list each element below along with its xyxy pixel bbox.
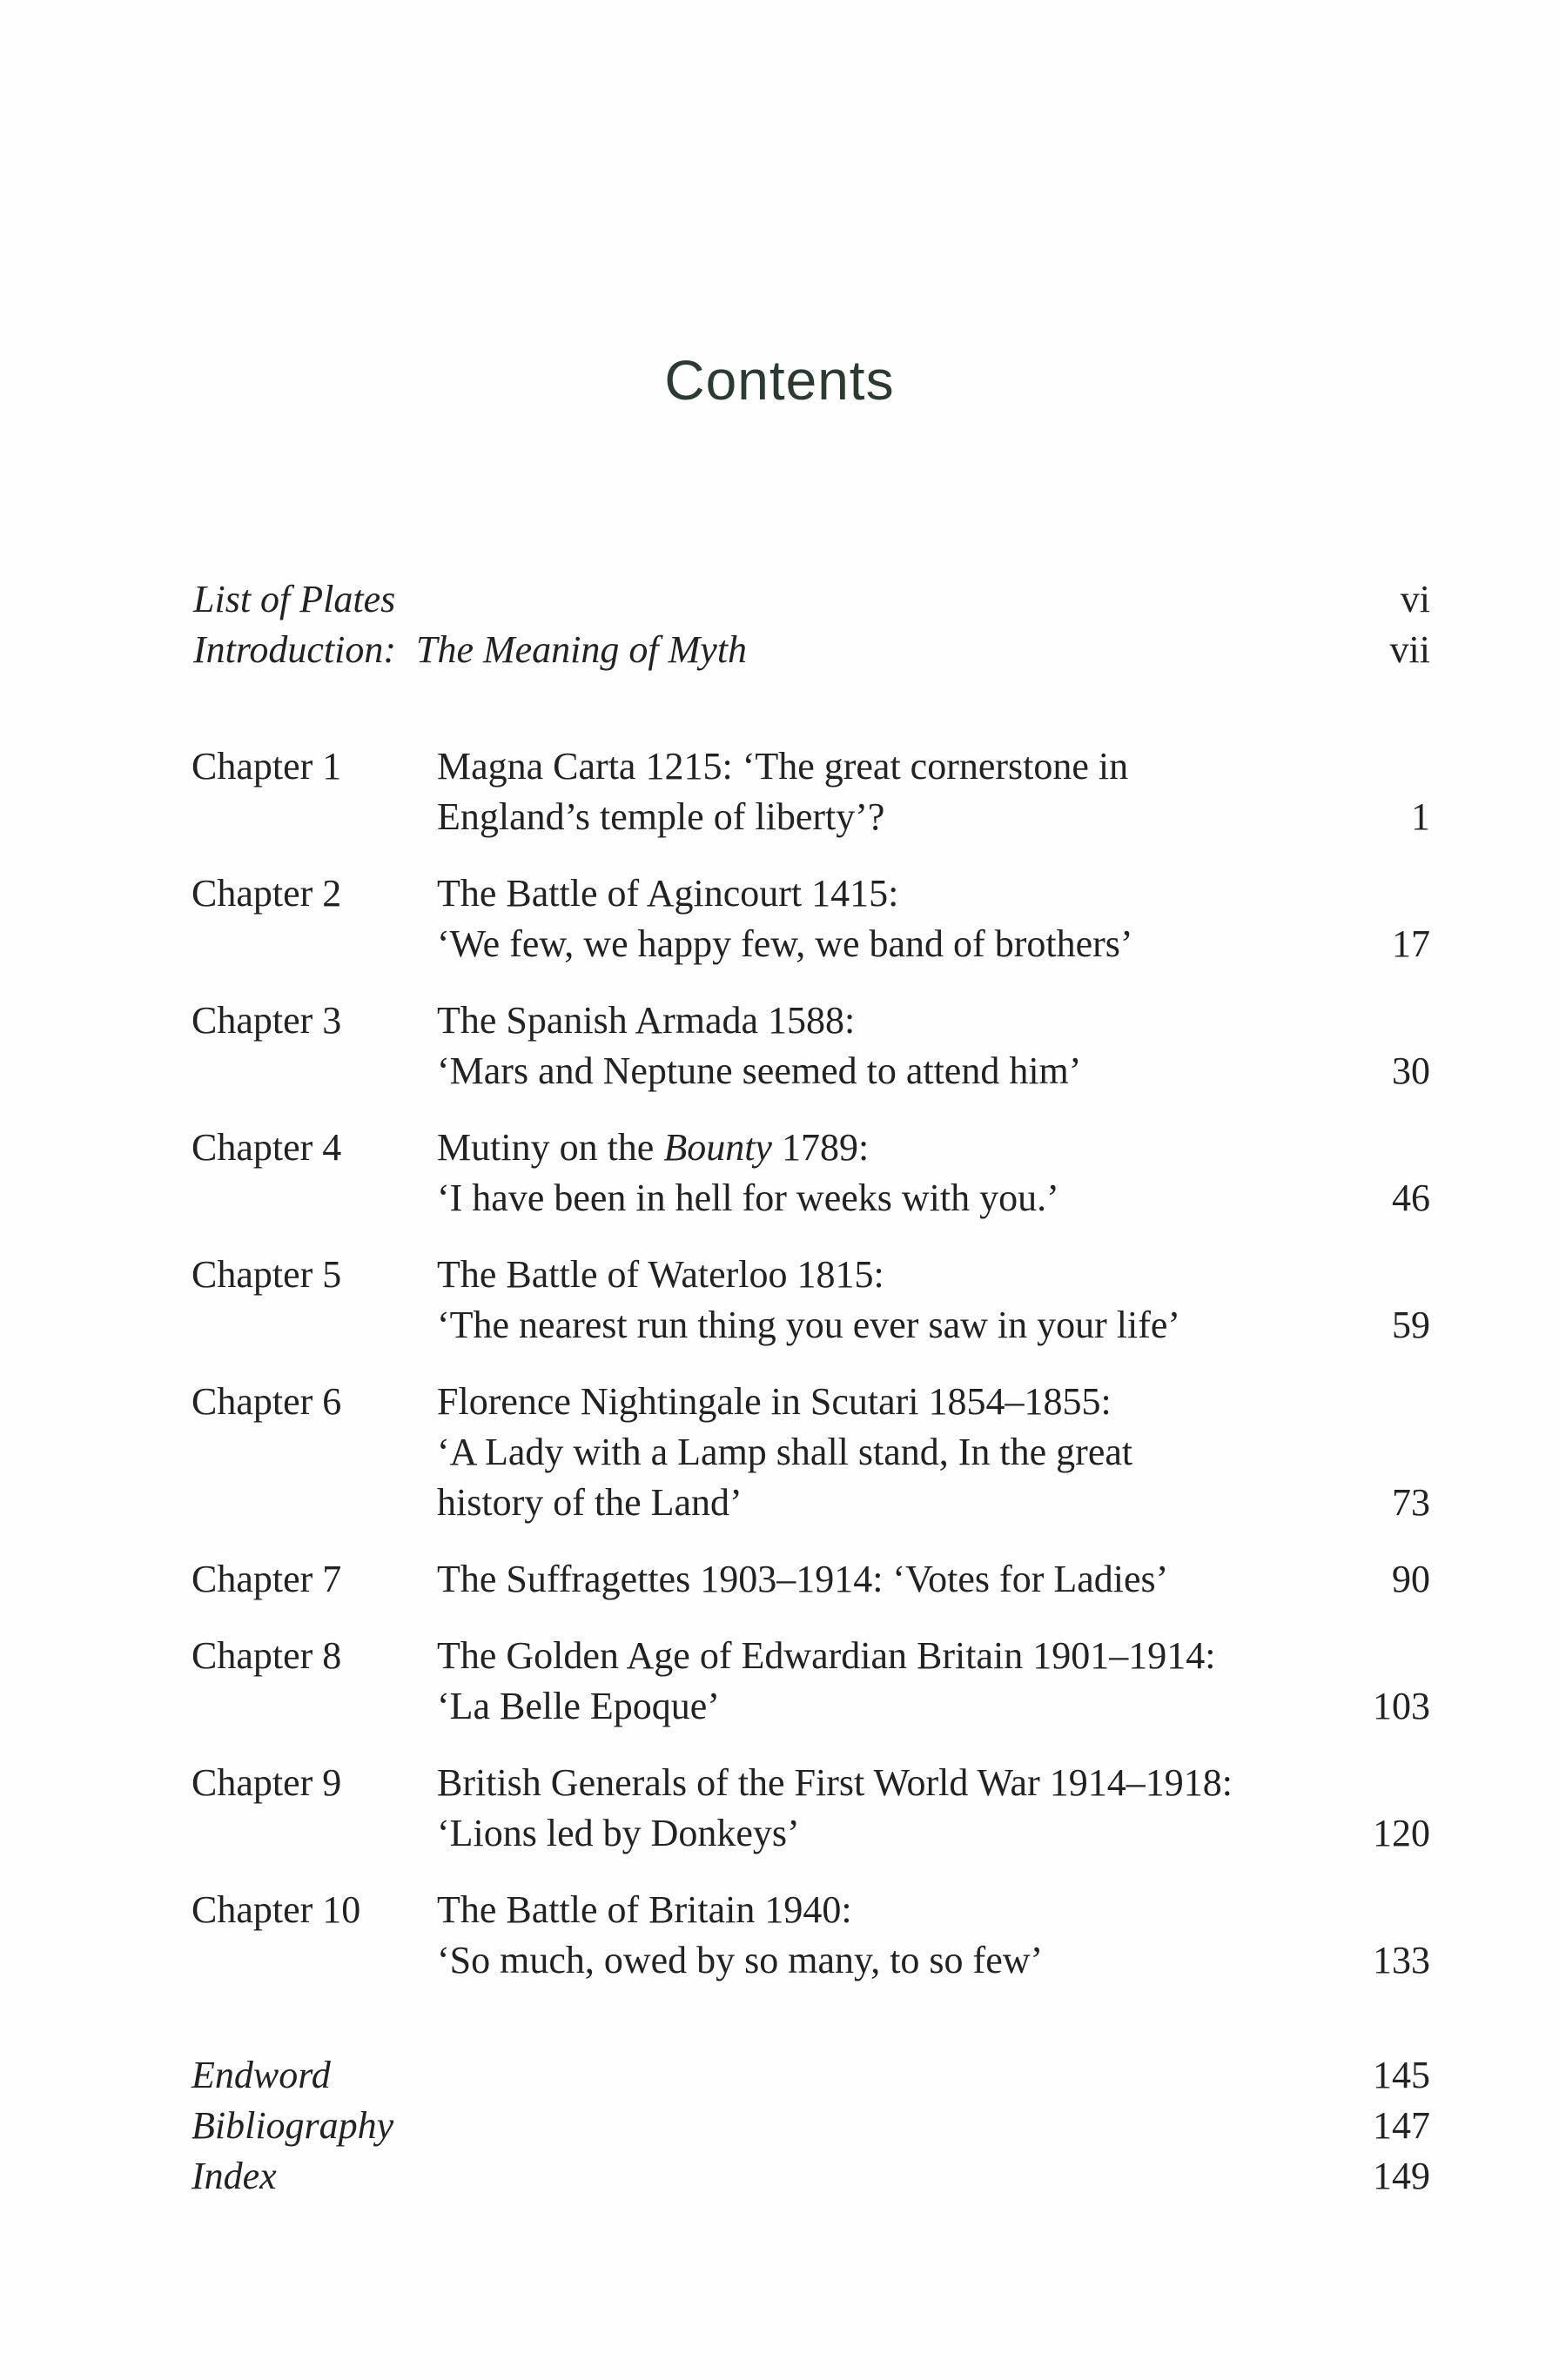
front-matter-introduction [193,625,747,675]
chapter-title-text: Mutiny on the [437,1126,664,1169]
chapter-title-line: The Battle of Agincourt 1415: [437,872,899,915]
chapter-title-line: ‘La Belle Epoque’ [437,1685,720,1727]
chapter-title-line [437,1123,869,1173]
chapter-title-line: The Suffragettes 1903–1914: ‘Votes for Ladies’ [437,1558,1169,1600]
chapter-page: 133 [1373,1939,1430,1981]
chapter-page: 46 [1392,1177,1430,1219]
chapter-page: 103 [1373,1685,1430,1727]
chapter-title-line: England’s temple of liberty’? [437,795,885,838]
chapter-title-line: ‘A Lady with a Lamp shall stand, In the great [437,1431,1133,1473]
chapter-title-line: ‘Lions led by Donkeys’ [437,1812,800,1854]
chapter-label: Chapter 9 [192,1761,342,1804]
front-matter-page: vii [1389,628,1430,671]
chapter-title-line: The Spanish Armada 1588: [437,999,856,1042]
page-title: Contents [664,349,895,412]
front-matter-page: vi [1400,578,1430,620]
chapter-page: 90 [1392,1558,1430,1600]
back-matter-page: 149 [1373,2155,1430,2197]
chapter-title-line: British Generals of the First World War 1914–1918: [437,1761,1233,1804]
chapter-label: Chapter 10 [192,1888,361,1931]
chapter-title-line: The Battle of Waterloo 1815: [437,1253,884,1296]
introduction-title: The Meaning of Myth [416,628,748,671]
chapter-label: Chapter 7 [192,1558,342,1600]
chapter-page: 1 [1411,795,1430,838]
chapter-label: Chapter 4 [192,1126,342,1169]
chapter-title-line: ‘The nearest run thing you ever saw in your life’ [437,1304,1181,1346]
back-matter-index: Index [192,2155,277,2197]
back-matter-endword: Endword [192,2054,331,2096]
chapter-title-line: ‘I have been in hell for weeks with you.’ [437,1177,1059,1219]
back-matter-page: 147 [1373,2104,1430,2147]
chapter-label: Chapter 6 [192,1380,342,1423]
chapter-title-line: Florence Nightingale in Scutari 1854–1855: [437,1380,1112,1423]
chapter-label: Chapter 5 [192,1253,342,1296]
back-matter-page: 145 [1373,2054,1430,2096]
chapter-title-line: The Battle of Britain 1940: [437,1888,852,1931]
chapter-page: 59 [1392,1304,1430,1346]
chapter-page: 17 [1392,922,1430,965]
chapter-title-text: 1789: [771,1126,870,1169]
chapter-page: 73 [1392,1481,1430,1524]
chapter-label: Chapter 8 [192,1634,342,1677]
back-matter-bibliography: Bibliography [192,2104,394,2147]
chapter-label: Chapter 2 [192,872,342,915]
front-matter-list-of-plates: List of Plates [193,578,396,620]
chapter-title-line: ‘We few, we happy few, we band of brothers’ [437,922,1133,965]
chapter-title-line: Magna Carta 1215: ‘The great cornerstone in [437,745,1129,788]
ship-name: Bounty [663,1126,772,1169]
introduction-label: Introduction: [193,628,396,671]
chapter-page: 30 [1392,1049,1430,1092]
chapter-title-line: ‘So much, owed by so many, to so few’ [437,1939,1044,1981]
chapter-page: 120 [1373,1812,1430,1854]
chapter-label: Chapter 3 [192,999,342,1042]
chapter-title-line: The Golden Age of Edwardian Britain 1901–1914: [437,1634,1216,1677]
chapter-label: Chapter 1 [192,745,342,788]
chapter-title-line: ‘Mars and Neptune seemed to attend him’ [437,1049,1082,1092]
chapter-title-line: history of the Land’ [437,1481,743,1524]
